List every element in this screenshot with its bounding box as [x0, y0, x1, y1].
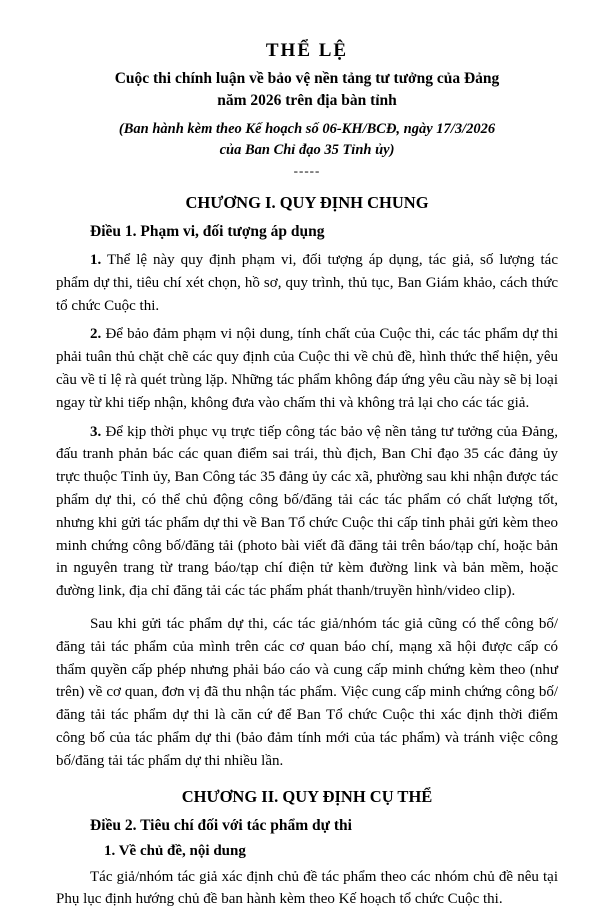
document-subtitle	[60, 68, 554, 113]
document-subtitle-line-2: năm 2026 trên địa bàn tỉnh	[60, 90, 554, 112]
paragraph-1-number: 1.	[90, 252, 101, 268]
issue-reference-line-1: (Ban hành kèm theo Kế hoạch số 06-KH/BCĐ, ngày 17/3/2026	[56, 119, 558, 140]
article-2-heading: Điều 2. Tiêu chí đối với tác phẩm dự thi	[56, 817, 558, 835]
paragraph-3	[56, 421, 558, 603]
document-subtitle-line-1: Cuộc thi chính luận về bảo vệ nền tảng tư tưởng của Đảng	[60, 68, 554, 90]
paragraph-2-text: Để bảo đảm phạm vi nội dung, tính chất của Cuộc thi, các tác phẩm dự thi phải tuân thủ chặt chẽ các quy định của Cuộc thi về chủ đề, hình thức thể hiện, yêu cầu về tỉ lệ rà quét trùng lặp. Những tác phẩm không đáp ứng yêu cầu này sẽ bị loại ngay từ khi tiếp nhận, không đưa vào chấm thi và không trả lại cho các tác giả.	[56, 326, 558, 410]
paragraph-2-number: 2.	[90, 326, 101, 342]
issue-reference-line-2: của Ban Chỉ đạo 35 Tỉnh ủy)	[56, 140, 558, 161]
title-divider: -----	[56, 163, 558, 179]
section-1-heading: 1. Về chủ đề, nội dung	[56, 843, 558, 860]
paragraph-5: Tác giả/nhóm tác giả xác định chủ đề tác phẩm theo các nhóm chủ đề nêu tại Phụ lục định hướng chủ đề ban hành kèm theo Kế hoạch tổ chức Cuộc thi.	[56, 866, 558, 911]
chapter-2-heading: CHƯƠNG II. QUY ĐỊNH CỤ THỂ	[56, 787, 558, 807]
paragraph-3-number: 3.	[90, 424, 101, 440]
paragraph-4: Sau khi gửi tác phẩm dự thi, các tác giả/nhóm tác giả cũng có thể công bố/đăng tải tác phẩm của mình trên các cơ quan báo chí, mạng xã hội được cấp có thẩm quyền cấp phép nhưng phải báo cáo và cung cấp minh chứng kèm theo (như trên) về cơ quan, đơn vị đã thu nhận tác phẩm. Việc cung cấp minh chứng công bố/đăng tải tác phẩm dự thi là căn cứ để Ban Tổ chức Cuộc thi xác định thời điểm công bố của tác phẩm dự thi (bảo đảm tính mới của tác phẩm) và tránh việc công bố/đăng tải tác phẩm dự thi nhiều lần.	[56, 613, 558, 773]
paragraph-1-text: Thể lệ này quy định phạm vi, đối tượng áp dụng, tác giả, số lượng tác phẩm dự thi, tiêu chí xét chọn, hồ sơ, quy trình, thủ tục, Ban Giám khảo, cách thức tổ chức Cuộc thi.	[56, 252, 558, 314]
document-issue-reference	[56, 119, 558, 161]
paragraph-2	[56, 323, 558, 414]
article-1-heading: Điều 1. Phạm vi, đối tượng áp dụng	[56, 223, 558, 241]
paragraph-1	[56, 249, 558, 317]
chapter-1-heading: CHƯƠNG I. QUY ĐỊNH CHUNG	[56, 193, 558, 213]
paragraph-3-text: Để kịp thời phục vụ trực tiếp công tác bảo vệ nền tảng tư tưởng của Đảng, đấu tranh phản bác các quan điểm sai trái, thù địch, Ban Chỉ đạo 35 các đảng ủy trực thuộc Tỉnh ủy, Ban Công tác 35 đảng ủy các xã, phường sau khi nhận được tác phẩm dự thi, có thể chủ động công bố/đăng tải các tác phẩm có chất lượng tốt, nhưng khi gửi tác phẩm dự thi về Ban Tổ chức Cuộc thi cấp tỉnh phải gửi kèm theo minh chứng công bố/đăng tải (photo bài viết đã đăng tải trên báo/tạp chí, hoặc bản in nguyên trang từ trang báo/tạp chí điện tử kèm đường link và bản mềm, hoặc đường link, địa chỉ đăng tải các tác phẩm phát thanh/truyền hình/video clip).	[56, 424, 558, 600]
page-title: THỂ LỆ	[56, 40, 558, 62]
